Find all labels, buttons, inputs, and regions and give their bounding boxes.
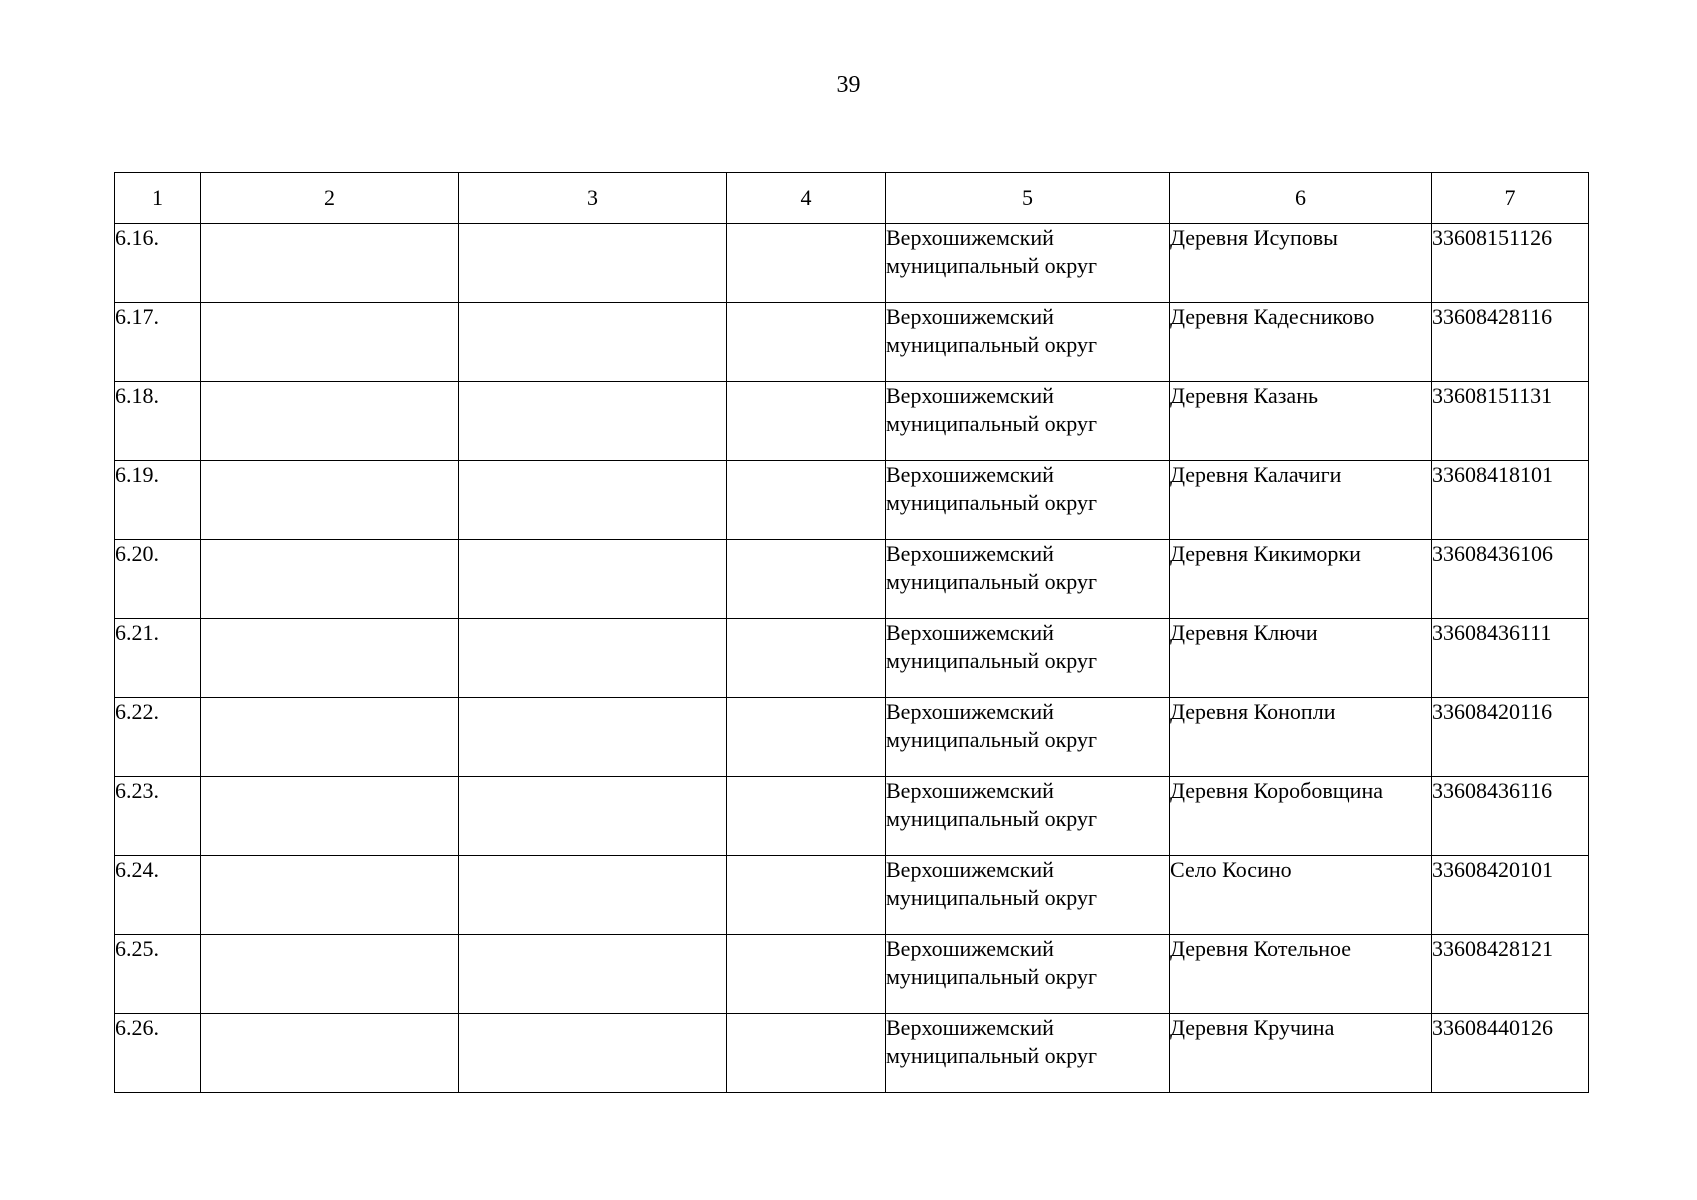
column-header: 3 [459, 173, 727, 224]
oktmo-code-cell: 33608151126 [1432, 224, 1589, 303]
column-2-cell [201, 303, 459, 382]
column-2-cell [201, 856, 459, 935]
district-cell [886, 303, 1170, 382]
district-cell [886, 698, 1170, 777]
oktmo-code-cell: 33608436111 [1432, 619, 1589, 698]
row-number-cell: 6.16. [115, 224, 201, 303]
district-line-2: муниципальный округ [886, 253, 1098, 278]
table-row [115, 461, 1589, 540]
district-cell [886, 461, 1170, 540]
district-cell [886, 540, 1170, 619]
table-row [115, 303, 1589, 382]
district-line-2: муниципальный округ [886, 885, 1098, 910]
column-2-cell [201, 619, 459, 698]
header-row [115, 173, 1589, 224]
settlement-cell: Деревня Кадесниково [1170, 303, 1432, 382]
row-number-cell: 6.24. [115, 856, 201, 935]
district-line-1: Верхошижемский [886, 541, 1054, 566]
column-4-cell [727, 856, 886, 935]
district-cell [886, 777, 1170, 856]
district-line-2: муниципальный округ [886, 727, 1098, 752]
column-2-cell [201, 1014, 459, 1093]
district-line-2: муниципальный округ [886, 806, 1098, 831]
oktmo-code-cell: 33608436106 [1432, 540, 1589, 619]
row-number-cell: 6.26. [115, 1014, 201, 1093]
district-line-2: муниципальный округ [886, 964, 1098, 989]
column-header: 4 [727, 173, 886, 224]
table-row [115, 1014, 1589, 1093]
column-2-cell [201, 224, 459, 303]
district-line-1: Верхошижемский [886, 699, 1054, 724]
row-number-cell: 6.19. [115, 461, 201, 540]
column-4-cell [727, 540, 886, 619]
district-cell [886, 619, 1170, 698]
column-4-cell [727, 1014, 886, 1093]
settlements-table [114, 172, 1589, 1093]
district-cell [886, 1014, 1170, 1093]
settlement-cell: Деревня Кикиморки [1170, 540, 1432, 619]
settlement-cell: Деревня Калачиги [1170, 461, 1432, 540]
settlement-cell: Деревня Исуповы [1170, 224, 1432, 303]
column-header: 5 [886, 173, 1170, 224]
district-line-1: Верхошижемский [886, 462, 1054, 487]
district-line-1: Верхошижемский [886, 857, 1054, 882]
table-row [115, 698, 1589, 777]
table-row [115, 224, 1589, 303]
column-4-cell [727, 619, 886, 698]
column-3-cell [459, 935, 727, 1014]
column-header: 2 [201, 173, 459, 224]
oktmo-code-cell: 33608420101 [1432, 856, 1589, 935]
oktmo-code-cell: 33608420116 [1432, 698, 1589, 777]
settlement-cell: Деревня Коробовщина [1170, 777, 1432, 856]
column-4-cell [727, 777, 886, 856]
oktmo-code-cell: 33608418101 [1432, 461, 1589, 540]
column-3-cell [459, 303, 727, 382]
row-number-cell: 6.21. [115, 619, 201, 698]
table-row [115, 935, 1589, 1014]
column-3-cell [459, 540, 727, 619]
column-3-cell [459, 461, 727, 540]
district-line-1: Верхошижемский [886, 778, 1054, 803]
district-line-1: Верхошижемский [886, 936, 1054, 961]
settlement-cell: Село Косино [1170, 856, 1432, 935]
settlement-cell: Деревня Конопли [1170, 698, 1432, 777]
column-2-cell [201, 777, 459, 856]
column-2-cell [201, 382, 459, 461]
table-row [115, 856, 1589, 935]
column-header: 7 [1432, 173, 1589, 224]
table-row [115, 540, 1589, 619]
column-header: 1 [115, 173, 201, 224]
settlement-cell: Деревня Ключи [1170, 619, 1432, 698]
row-number-cell: 6.18. [115, 382, 201, 461]
column-3-cell [459, 382, 727, 461]
oktmo-code-cell: 33608151131 [1432, 382, 1589, 461]
table-row [115, 619, 1589, 698]
district-line-2: муниципальный округ [886, 569, 1098, 594]
column-3-cell [459, 698, 727, 777]
district-line-2: муниципальный округ [886, 490, 1098, 515]
column-2-cell [201, 540, 459, 619]
district-line-1: Верхошижемский [886, 620, 1054, 645]
district-cell [886, 856, 1170, 935]
row-number-cell: 6.17. [115, 303, 201, 382]
district-cell [886, 224, 1170, 303]
table-row [115, 777, 1589, 856]
row-number-cell: 6.22. [115, 698, 201, 777]
district-line-1: Верхошижемский [886, 383, 1054, 408]
column-4-cell [727, 461, 886, 540]
oktmo-code-cell: 33608440126 [1432, 1014, 1589, 1093]
district-cell [886, 935, 1170, 1014]
column-3-cell [459, 619, 727, 698]
column-3-cell [459, 1014, 727, 1093]
district-line-2: муниципальный округ [886, 648, 1098, 673]
row-number-cell: 6.25. [115, 935, 201, 1014]
row-number-cell: 6.20. [115, 540, 201, 619]
row-number-cell: 6.23. [115, 777, 201, 856]
page-number: 39 [836, 72, 861, 98]
oktmo-code-cell: 33608436116 [1432, 777, 1589, 856]
table-row [115, 382, 1589, 461]
column-2-cell [201, 935, 459, 1014]
district-line-1: Верхошижемский [886, 1015, 1054, 1040]
column-4-cell [727, 698, 886, 777]
column-2-cell [201, 698, 459, 777]
district-line-1: Верхошижемский [886, 304, 1054, 329]
district-line-2: муниципальный округ [886, 332, 1098, 357]
district-line-2: муниципальный округ [886, 1043, 1098, 1068]
column-4-cell [727, 382, 886, 461]
column-4-cell [727, 935, 886, 1014]
column-3-cell [459, 777, 727, 856]
column-4-cell [727, 303, 886, 382]
oktmo-code-cell: 33608428116 [1432, 303, 1589, 382]
oktmo-code-cell: 33608428121 [1432, 935, 1589, 1014]
column-4-cell [727, 224, 886, 303]
district-cell [886, 382, 1170, 461]
settlement-cell: Деревня Котельное [1170, 935, 1432, 1014]
column-2-cell [201, 461, 459, 540]
column-3-cell [459, 856, 727, 935]
column-header: 6 [1170, 173, 1432, 224]
district-line-2: муниципальный округ [886, 411, 1098, 436]
column-3-cell [459, 224, 727, 303]
settlement-cell: Деревня Кручина [1170, 1014, 1432, 1093]
table-body [115, 224, 1589, 1093]
settlement-cell: Деревня Казань [1170, 382, 1432, 461]
district-line-1: Верхошижемский [886, 225, 1054, 250]
